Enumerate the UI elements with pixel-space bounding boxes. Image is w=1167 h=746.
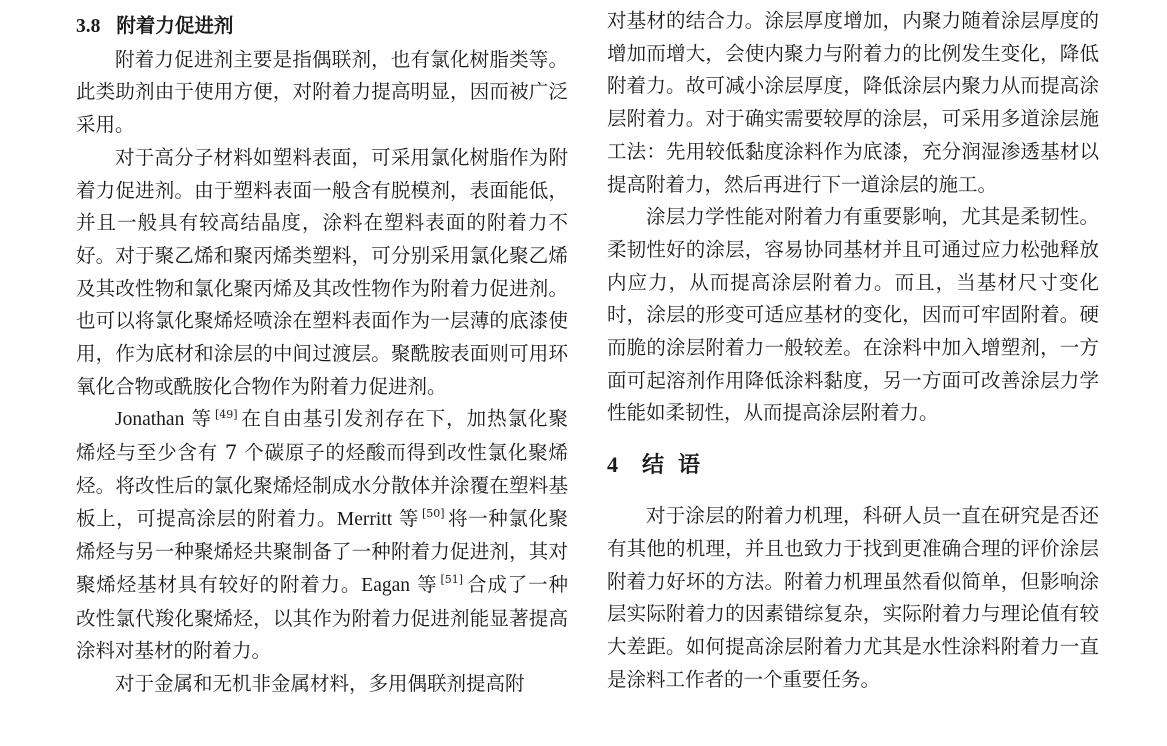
section-title: 结语 [642,452,715,479]
paragraph: 对于涂层的附着力机理，科研人员一直在研究是否还有其他的机理，并且也致力于找到更准确合理的评价涂层附着力好坏的方法。附着力机理虽然看似简单，但影响涂层实际附着力的因素错综复杂，实际附着力与理论值有较大差距。如何提高涂层附着力尤其是水性涂料附着力一直是涂料工作者的一个重要任务。 [607,504,1099,691]
section-heading-4 [607,448,1099,482]
left-column [76,10,568,701]
paragraph-with-citations [76,403,568,668]
citation-ref: [51] [440,573,464,587]
paragraph: 涂层力学性能对附着力有重要影响，尤其是柔韧性。柔韧性好的涂层，容易协同基材并且可通过应力松弛释放内应力，从而提高涂层附着力。而且，当基材尺寸变化时，涂层的形变可适应基材的变化，因而可牢固附着。硬而脆的涂层附着力一般较差。在涂料中加入增塑剂，一方面可起溶剂作用降低涂料黏度，另一方面可改善涂层力学性能如柔韧性，从而提高涂层附着力。 [607,205,1099,425]
citation-ref: [49] [214,407,238,421]
section-heading-3-8 [76,10,568,44]
text-run: 等 [410,572,438,596]
section-number: 3.8 [76,16,101,37]
author-name: Eagan [361,574,411,596]
author-name: Merritt [336,508,393,530]
citation-ref: [50] [421,507,445,521]
paragraph-continued: 对基材的结合力。涂层厚度增加，内聚力随着涂层厚度的增加而增大，会使内聚力与附着力的比例发生变化，降低附着力。故可减小涂层厚度，降低涂层内聚力从而提高涂层附着力。对于确实需要较厚的涂层，可采用多道涂层施工法：先用较低黏度涂料作为底漆，充分润湿渗透基材以提高附着力，然后再进行下一道涂层的施工。 [607,9,1099,196]
text-run: 合成了一种改性氯代羧化聚烯烃，以其作为附着力促进剂能显著提高涂料对基材的附着力。 [76,572,568,663]
paragraph: 对于高分子材料如塑料表面，可采用氯化树脂作为附着力促进剂。由于塑料表面一般含有脱模剂，表面能低，并且一般具有较高结晶度，涂料在塑料表面的附着力不好。对于聚乙烯和聚丙烯类塑料，可分别采用氯化聚乙烯及其改性物和氯化聚丙烯及其改性物作为附着力促进剂。也可以将氯化聚烯烃喷涂在塑料表面作为一层薄的底漆使用，作为底材和涂层的中间过渡层。聚酰胺表面则可用环氧化合物或酰胺化合物作为附着力促进剂。 [76,145,568,398]
text-run: 将一种氯化聚烯烃与另一种聚烯烃共聚制备了一种附着力促进剂，其对聚烯烃基材具有较好的附着力。 [76,506,568,596]
paragraph: 附着力促进剂主要是指偶联剂，也有氯化树脂类等。此类助剂由于使用方便，对附着力提高明显，因而被广泛采用。 [76,47,568,137]
section-number: 4 [607,452,618,478]
section-title: 附着力促进剂 [116,14,234,37]
text-run: 在自由基引发剂存在下，加热氯化聚烯烃与至少含有 7 个碳原子的烃酸而得到改性氯化聚烯烃。将改性后的氯化聚烯烃制成水分散体并涂覆在塑料基板上，可提高涂层的附着力。 [76,407,568,530]
right-column [607,5,1099,696]
text-run: 等 [392,506,419,530]
paragraph: 对于金属和无机非金属材料，多用偶联剂提高附 [115,672,525,696]
author-name: Jonathan [115,409,185,431]
text-run: 等 [184,407,212,431]
